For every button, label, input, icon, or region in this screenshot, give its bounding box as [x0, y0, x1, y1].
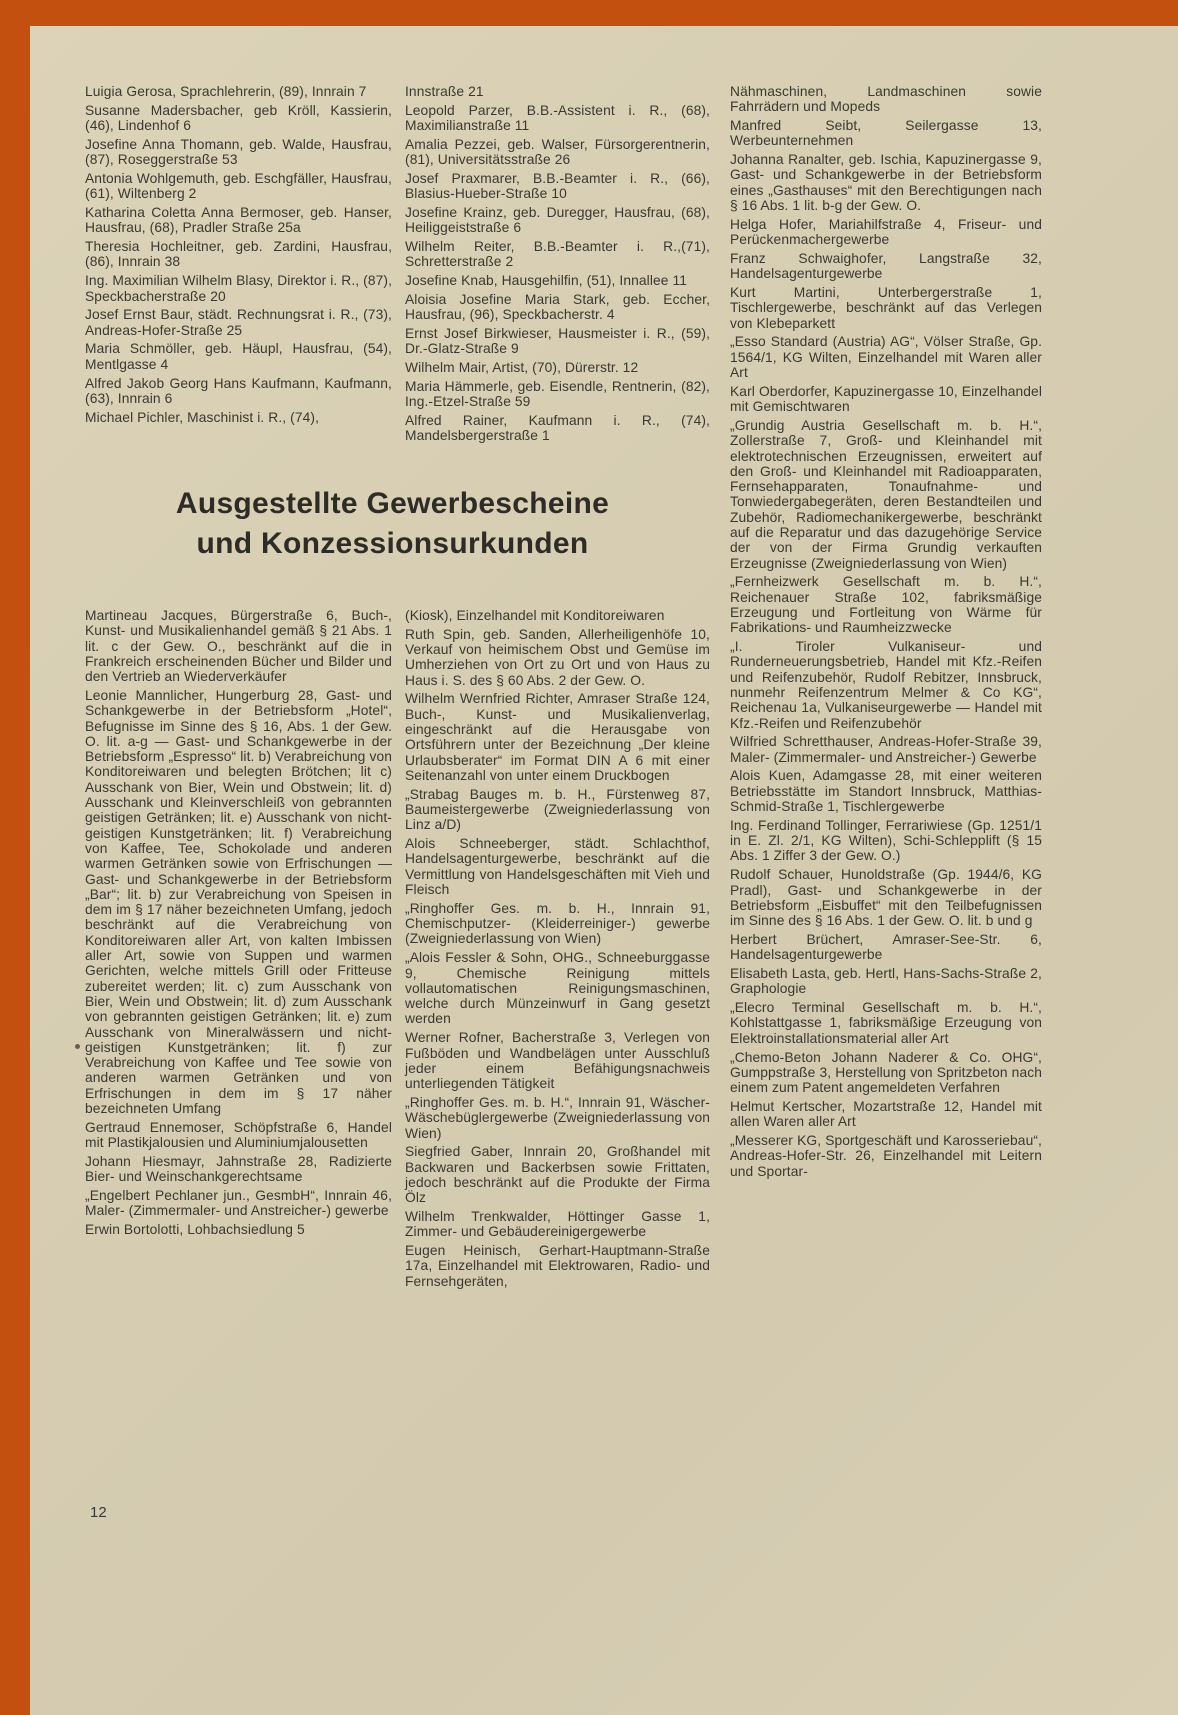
directory-entry: „Elecro Terminal Gesellschaft m. b. H.“, Kohlstattgasse 1, fabriksmäßige Erzeugung von Elektroinstallationsmaterial aller Art [730, 1000, 1042, 1046]
directory-entry: Alfred Jakob Georg Hans Kaufmann, Kaufmann, (63), Innrain 6 [85, 375, 392, 406]
directory-entry: Franz Schwaighofer, Langstraße 32, Handelsagenturgewerbe [730, 250, 1042, 282]
directory-entry: Kurt Martini, Unterbergerstraße 1, Tischlergewerbe, beschränkt auf das Verlegen von Klebeparkett [730, 285, 1042, 331]
directory-entry: Herbert Brüchert, Amraser-See-Str. 6, Handelsagenturgewerbe [730, 931, 1042, 963]
directory-entry: Leonie Mannlicher, Hungerburg 28, Gast- und Schankgewerbe in der Betriebsform „Hotel“, Befugnisse im Sinne des § 16, Abs. 1 der Gew. O. lit. a-g — Gast- und Schankgewerbe in der Betriebsform „Espresso“ lit. b) Verabreichung von Konditoreiwaren und belegten Brötchen; lit c) Ausschank von Bier, Wein und Obstwein; lit. d) Ausschank und Kleinverschleiß von gebrannten geistigen Getränken; lit. e) Ausschank von nicht-geistigen Kunstgetränken; lit. f) Verabreichung von Kaffee, Tee, Schokolade und anderen warmen Getränken sowie von Erfrischungen — Gast- und Schankgewerbe in der Betriebsform „Bar“; lit. b) zur Verabreichung von Speisen in dem im § 17 näher bezeichneten Umfang, jedoch beschränkt auf die Verabreichung von Konditoreiwaren aller Art, von kalten Imbissen aller Art, sowie von Suppen und warmen Gerichten, welche mittels Grill oder Fritteuse zubereitet werden; lit. c) zum Ausschank von Bier, Wein und Obstwein; lit. d) zum Ausschank von gebrannten geistigen Getränken; lit. e) zum Ausschank von Mineralwässern und nicht-geistigen Kunstgetränken; lit. f) zur Verabreichung von Kaffee und Tee sowie von anderen warmen Getränken und von Erfrischungen in dem im § 17 näher bezeichneten Umfang [85, 687, 392, 1116]
directory-entry: Maria Hämmerle, geb. Eisendle, Rentnerin, (82), Ing.-Etzel-Straße 59 [405, 379, 710, 410]
directory-entry: Wilhelm Trenkwalder, Höttinger Gasse 1, Zimmer- und Gebäudereinigergewerbe [405, 1208, 710, 1240]
directory-entry: Josef Praxmarer, B.B.-Beamter i. R., (66), Blasius-Hueber-Straße 10 [405, 170, 710, 202]
directory-entry: Wilhelm Mair, Artist, (70), Dürerstr. 12 [405, 360, 639, 376]
directory-entry: Theresia Hochleitner, geb. Zardini, Hausfrau, (86), Innrain 38 [85, 239, 392, 270]
paper-page [30, 26, 1178, 1715]
directory-entry: „Grundig Austria Gesellschaft m. b. H.“, Zollerstraße 7, Groß- und Kleinhandel mit elektrotechnischen Erzeugnissen, erweitert auf den Groß- und Kleinhandel mit Radioapparaten, Fernsehapparaten, Tonaufnahme- und Tonwiedergabegeräten, deren Bestandteilen und Zubehör, Radiomechanikergewerbe, beschränkt auf die Reparatur und das dazugehörige Service der von der Firma Grundig verkauften Erzeugnisse (Zweigniederlassung von Wien) [730, 417, 1042, 571]
directory-entry: Josefine Knab, Hausgehilfin, (51), Innallee 11 [405, 273, 687, 289]
print-artifact-dot [75, 1044, 80, 1049]
directory-entry: Siegfried Gaber, Innrain 20, Großhandel mit Backwaren und Backerbsen sowie Frittaten, jedoch beschränkt auf die Produkte der Firma Ölz [405, 1144, 710, 1206]
directory-entry: Antonia Wohlgemuth, geb. Eschgfäller, Hausfrau, (61), Wiltenberg 2 [85, 170, 392, 202]
directory-entry: Ruth Spin, geb. Sanden, Allerheiligenhöfe 10, Verkauf von heimischem Obst und Gemüse im Umherziehen von Ort zu Ort und von Haus zu Haus i. S. des § 60 Abs. 2 der Gew. O. [405, 626, 710, 688]
directory-entry: Innstraße 21 [405, 84, 484, 99]
directory-entry: Erwin Bortolotti, Lohbachsiedlung 5 [85, 1222, 305, 1238]
directory-entry: Katharina Coletta Anna Bermoser, geb. Hanser, Hausfrau, (68), Pradler Straße 25a [85, 205, 392, 236]
directory-entry: Johann Hiesmayr, Jahnstraße 28, Radizierte Bier- und Weinschankgerechtsame [85, 1153, 392, 1185]
directory-entry: „Esso Standard (Austria) AG“, Völser Straße, Gp. 1564/1, KG Wilten, Einzelhandel mit Waren aller Art [730, 334, 1042, 381]
section-heading-line2: und Konzessionsurkunden [196, 527, 589, 560]
directory-entry: Martineau Jacques, Bürgerstraße 6, Buch-, Kunst- und Musikalienhandel gemäß § 21 Abs. 1 lit. c der Gew. O., beschränkt auf die in Frankreich erscheinenden Bücher und Bilder und den Vertrieb an Wiederverkäufer [85, 608, 392, 685]
directory-entry: „Messerer KG, Sportgeschäft und Karosseriebau“, Andreas-Hofer-Str. 26, Einzelhandel mit Leitern und Sportar- [730, 1133, 1042, 1179]
directory-entry: Helga Hofer, Mariahilfstraße 4, Friseur- und Perückenmachergewerbe [730, 216, 1042, 248]
directory-entry: Josefine Krainz, geb. Duregger, Hausfrau, (68), Heiliggeiststraße 6 [405, 205, 710, 236]
directory-entry: Johanna Ranalter, geb. Ischia, Kapuzinergasse 9, Gast- und Schankgewerbe in der Betriebsform eines „Gasthauses“ mit den Berechtigungen nach § 16 Abs. 1 lit. b-g der Gew. O. [730, 152, 1042, 214]
directory-entry: Maria Schmöller, geb. Häupl, Hausfrau, (54), Mentlgasse 4 [85, 341, 392, 372]
directory-entry: „Ringhoffer Ges. m. b. H., Innrain 91, Chemischputzer- (Kleiderreiniger-) gewerbe (Zweigniederlassung von Wien) [405, 900, 710, 947]
section-heading-line1: Ausgestellte Gewerbescheine [175, 487, 610, 520]
directory-entry: Susanne Madersbacher, geb Kröll, Kassierin, (46), Lindenhof 6 [85, 102, 392, 134]
directory-entry: Josef Ernst Baur, städt. Rechnungsrat i. R., (73), Andreas-Hofer-Straße 25 [85, 307, 392, 338]
directory-entry: Leopold Parzer, B.B.-Assistent i. R., (68), Maximilianstraße 11 [405, 102, 710, 134]
column-top-left [85, 84, 392, 428]
directory-entry: (Kiosk), Einzelhandel mit Konditoreiwaren [405, 608, 665, 623]
directory-entry: Ing. Maximilian Wilhelm Blasy, Direktor i. R., (87), Speckbacherstraße 20 [85, 273, 393, 304]
column-top-middle [405, 84, 710, 447]
directory-entry: „Engelbert Pechlaner jun., GesmbH“, Innrain 46, Maler- (Zimmermaler- und Anstreicher-) gewerbe [85, 1187, 392, 1219]
directory-entry: Josefine Anna Thomann, geb. Walde, Hausfrau, (87), Roseggerstraße 53 [85, 136, 392, 168]
directory-entry: Alfred Rainer, Kaufmann i. R., (74), Mandelsbergerstraße 1 [405, 413, 710, 444]
directory-entry: „Alois Fessler & Sohn, OHG., Schneeburggasse 9, Chemische Reinigung mittels vollautomatischen Reinigungsmaschinen, welche durch Münzeinwurf in Gang gesetzt werden [405, 950, 710, 1027]
section-heading [70, 484, 715, 564]
directory-entry: Aloisia Josefine Maria Stark, geb. Eccher, Hausfrau, (96), Speckbacherstr. 4 [405, 292, 710, 323]
directory-entry: Rudolf Schauer, Hunoldstraße (Gp. 1944/6, KG Pradl), Gast- und Schankgewerbe in der Betriebsform „Eisbuffet“ mit den Teilbefugnissen im Sinne des § 16 Abs. 1 der Gew. O. lit. b und g [730, 867, 1042, 929]
directory-entry: Luigia Gerosa, Sprachlehrerin, (89), Innrain 7 [85, 84, 367, 99]
directory-entry: Wilhelm Wernfried Richter, Amraser Straße 124, Buch-, Kunst- und Musikalienverlag, eingeschränkt auf die Herausgabe von Ortsführern unter der Bezeichnung „Der kleine Urlaubsberater“ im Format DIN A 6 mit einer Seitenanzahl von unter einem Druckbogen [405, 691, 710, 783]
directory-entry: Gertraud Ennemoser, Schöpfstraße 6, Handel mit Plastikjalousien und Aluminiumjalousetten [85, 1119, 392, 1151]
directory-entry: Michael Pichler, Maschinist i. R., (74), [85, 409, 320, 425]
directory-entry: Manfred Seibt, Seilergasse 13, Werbeunternehmen [730, 118, 1042, 149]
column-right [730, 84, 1042, 1182]
directory-entry: „Fernheizwerk Gesellschaft m. b. H.“, Reichenauer Straße 102, fabriksmäßige Erzeugung und Fortleitung von Wärme für Fabrikations- und Raumheizzwecke [730, 574, 1042, 636]
column-bottom-middle [405, 608, 710, 1292]
directory-entry: „I. Tiroler Vulkaniseur- und Runderneuerungsbetrieb, Handel mit Kfz.-Reifen und Reifenzubehör, Rudolf Rebitzer, Innsbruck, nunmehr Reifenzentrum Melmer & Co KG“, Reichenau 1a, Vulkaniseurgewerbe — Handel mit Kfz.-Reifen und Reifenzubehör [730, 639, 1042, 731]
column-bottom-left [85, 608, 392, 1241]
directory-entry: „Ringhoffer Ges. m. b. H.“, Innrain 91, Wäscher- Wäschebüglergewerbe (Zweigniederlassung von Wien) [405, 1094, 710, 1141]
directory-entry: „Strabag Bauges m. b. H., Fürstenweg 87, Baumeistergewerbe (Zweigniederlassung von Linz a/D) [405, 786, 710, 833]
directory-entry: Elisabeth Lasta, geb. Hertl, Hans-Sachs-Straße 2, Graphologie [730, 966, 1042, 997]
directory-entry: Alois Kuen, Adamgasse 28, mit einer weiteren Betriebsstätte im Standort Innsbruck, Matthias-Schmid-Straße 1, Tischlergewerbe [730, 768, 1042, 815]
directory-entry: Karl Oberdorfer, Kapuzinergasse 10, Einzelhandel mit Gemischtwaren [730, 383, 1042, 415]
directory-entry: Wilfried Schretthauser, Andreas-Hofer-Straße 39, Maler- (Zimmermaler- und Anstreicher-) Gewerbe [730, 734, 1042, 765]
directory-entry: Helmut Kertscher, Mozartstraße 12, Handel mit allen Waren aller Art [730, 1098, 1042, 1130]
directory-entry: Werner Rofner, Bacherstraße 3, Verlegen von Fußböden und Wandbelägen unter Ausschluß jeder einem Befähigungsnachweis unterliegenden Tätigkeit [405, 1030, 710, 1092]
directory-entry: „Chemo-Beton Johann Naderer & Co. OHG“, Gumppstraße 3, Herstellung von Spritzbeton nach einem zum Patent angemeldeten Verfahren [730, 1049, 1042, 1096]
directory-entry: Eugen Heinisch, Gerhart-Hauptmann-Straße 17a, Einzelhandel mit Elektrowaren, Radio- und Fernsehgeräten, [405, 1243, 710, 1289]
page-number: 12 [90, 1504, 107, 1521]
directory-entry: Amalia Pezzei, geb. Walser, Fürsorgerentnerin, (81), Universitätsstraße 26 [405, 136, 710, 168]
directory-entry: Ing. Ferdinand Tollinger, Ferrariwiese (Gp. 1251/1 in E. Zl. 2/1, KG Wilten), Schi-Schlepplift (§ 15 Abs. 1 Ziffer 3 der Gew. O.) [730, 817, 1042, 864]
directory-entry: Nähmaschinen, Landmaschinen sowie Fahrrädern und Mopeds [730, 84, 1042, 115]
directory-entry: Ernst Josef Birkwieser, Hausmeister i. R., (59), Dr.-Glatz-Straße 9 [405, 326, 710, 357]
directory-entry: Alois Schneeberger, städt. Schlachthof, Handelsagenturgewerbe, beschränkt auf die Vermittlung von Handelsgeschäften mit Vieh und Fleisch [405, 836, 710, 898]
directory-entry: Wilhelm Reiter, B.B.-Beamter i. R.,(71), Schretterstraße 2 [405, 239, 710, 270]
